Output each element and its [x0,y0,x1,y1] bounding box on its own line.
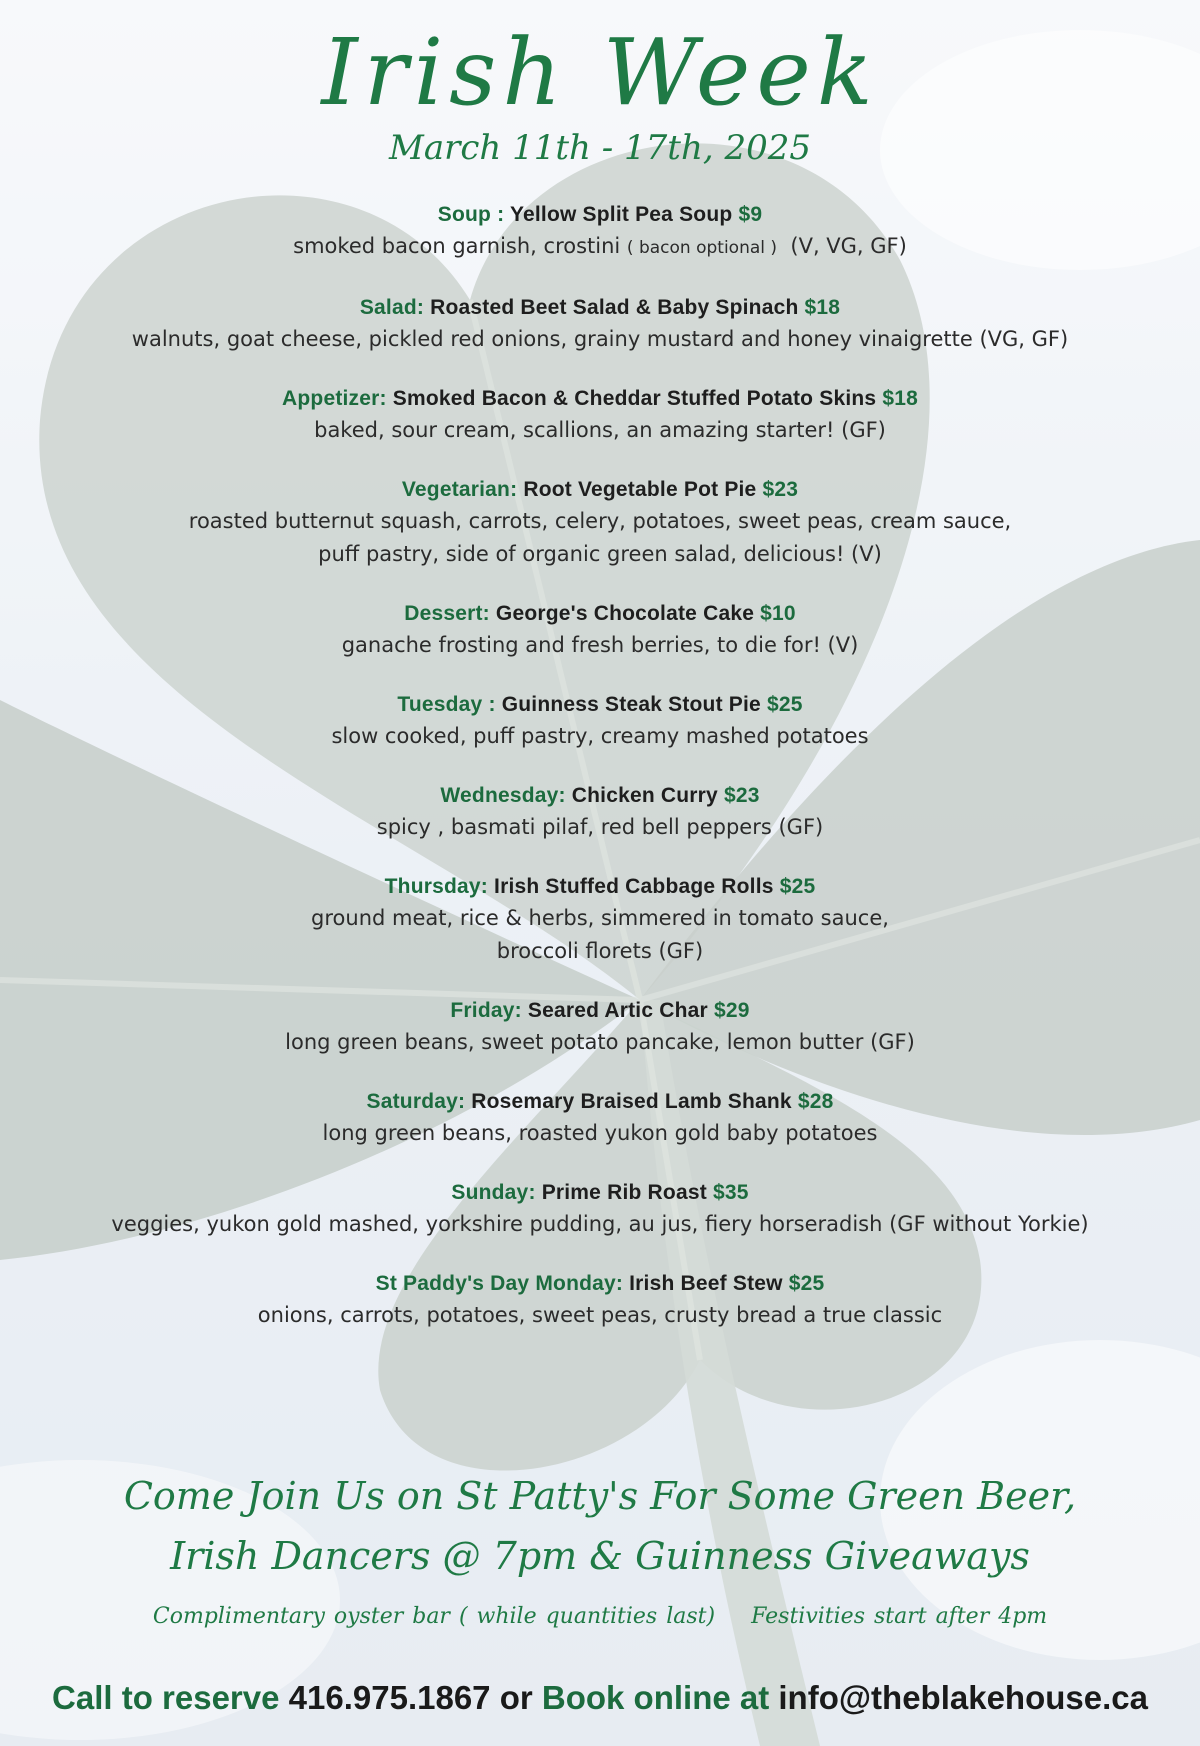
menu-item-price: $18 [882,387,918,410]
menu-item [0,781,1200,844]
menu-item [0,1087,1200,1150]
menu-item-name: Root Vegetable Pot Pie [523,478,757,501]
menu-item-category: Vegetarian: [401,478,518,501]
promo-line-2: Irish Dancers @ 7pm & Guinness Giveaways [170,1534,1030,1578]
menu-item [0,599,1200,662]
menu-item [0,872,1200,968]
menu-item-description: onions, carrots, potatoes, sweet peas, crusty bread a true classic [257,1303,943,1327]
menu-item [0,996,1200,1059]
menu-item-description-part: ( bacon optional ) [626,238,778,258]
menu-item-description: ground meat, rice & herbs, simmered in tomato sauce, [311,906,889,930]
festivities-note: Festivities start after 4pm [751,1604,1048,1629]
menu-item-description: broccoli florets (GF) [496,939,704,963]
book-label: Book online at [541,1679,770,1716]
menu-item-price: $10 [760,602,796,625]
phone-number[interactable]: 416.975.1867 [288,1679,491,1716]
menu-item-heading [0,872,1200,902]
menu-item-name: Roasted Beet Salad & Baby Spinach [430,296,799,319]
or-text: or [499,1679,533,1716]
menu-item [0,293,1200,356]
menu-item-description: slow cooked, puff pastry, creamy mashed potatoes [331,724,869,748]
menu-item-category: Appetizer: [282,387,387,410]
menu-item-name: Irish Beef Stew [629,1272,783,1295]
menu-item-category: Salad: [359,296,425,319]
menu-list [0,200,1200,1332]
event-dates: March 11th - 17th, 2025 [389,128,811,168]
menu-item-description: spicy , basmati pilaf, red bell peppers (GF) [376,815,824,839]
menu-item-name: Chicken Curry [571,784,718,807]
menu-item-heading [0,1178,1200,1208]
menu-item-heading [0,690,1200,720]
menu-item-category: Dessert: [404,602,490,625]
menu-item-name: Yellow Split Pea Soup [509,203,733,226]
menu-item [0,200,1200,265]
menu-item [0,384,1200,447]
menu-item [0,1178,1200,1241]
menu-item-name: Guinness Steak Stout Pie [501,693,761,716]
reservation-line [0,1678,1200,1718]
call-label: Call to reserve [52,1679,280,1716]
menu-item [0,690,1200,753]
menu-item-price: $25 [788,1272,825,1295]
menu-item-price: $23 [723,784,760,807]
menu-item-price: $9 [738,203,763,226]
menu-item-description: veggies, yukon gold mashed, yorkshire pudding, au jus, fiery horseradish (GF without Yorkie) [111,1212,1089,1236]
menu-item-name: Prime Rib Roast [541,1181,707,1204]
menu-item-heading [0,475,1200,505]
menu-item-description: long green beans, roasted yukon gold baby potatoes [322,1121,878,1145]
menu-item-heading [0,1087,1200,1117]
menu-item-price: $23 [762,478,799,501]
menu-item-price: $25 [779,875,816,898]
menu-item-heading [0,293,1200,323]
page-title: Irish Week [321,19,879,126]
menu-item-price: $25 [766,693,803,716]
menu-item-price: $35 [712,1181,749,1204]
menu-item [0,1269,1200,1332]
menu-item [0,475,1200,571]
menu-item-category: Friday: [450,999,522,1022]
menu-item-heading [0,384,1200,414]
menu-item-heading [0,1269,1200,1299]
menu-item-category: Wednesday: [440,784,566,807]
promo-banner [0,1466,1200,1586]
promo-details [0,1602,1200,1632]
menu-item-description: puff pastry, side of organic green salad, delicious! (V) [318,542,882,566]
menu-item-heading [0,781,1200,811]
menu-item-description-part: smoked bacon garnish, crostini [293,234,627,258]
menu-item-description: walnuts, goat cheese, pickled red onions, grainy mustard and honey vinaigrette (VG, GF) [131,327,1069,351]
menu-item-price: $28 [797,1090,834,1113]
promo-line-1: Come Join Us on St Patty's For Some Green Beer, [123,1474,1077,1518]
menu-item-description: ganache frosting and fresh berries, to die for! (V) [341,633,859,657]
menu-item-description [0,230,1200,265]
menu-item-description: roasted butternut squash, carrots, celery, potatoes, sweet peas, cream sauce, [188,509,1012,533]
menu-item-price: $29 [713,999,750,1022]
menu-item-description: long green beans, sweet potato pancake, lemon butter (GF) [285,1030,915,1054]
menu-item-description: baked, sour cream, scallions, an amazing starter! (GF) [314,418,886,442]
menu-item-name: Smoked Bacon & Cheddar Stuffed Potato Skins [392,387,877,410]
menu-item-name: Irish Stuffed Cabbage Rolls [494,875,774,898]
menu-item-heading [0,200,1200,230]
menu-item-heading [0,996,1200,1026]
oyster-bar-note: Complimentary oyster bar ( while quantities last) [152,1604,716,1629]
menu-item-category: Tuesday : [397,693,496,716]
menu-item-name: Rosemary Braised Lamb Shank [471,1090,792,1113]
menu-item-name: Seared Artic Char [527,999,708,1022]
menu-item-heading [0,599,1200,629]
menu-item-name: George's Chocolate Cake [495,602,755,625]
menu-item-category: St Paddy's Day Monday: [375,1272,624,1295]
menu-item-description-part: (V, VG, GF) [777,234,907,258]
menu-item-price: $18 [804,296,841,319]
menu-item-category: Saturday: [366,1090,466,1113]
menu-item-category: Thursday: [384,875,488,898]
email-link[interactable]: info@theblakehouse.ca [778,1679,1148,1716]
menu-item-category: Soup : [437,203,505,226]
menu-item-category: Sunday: [451,1181,536,1204]
